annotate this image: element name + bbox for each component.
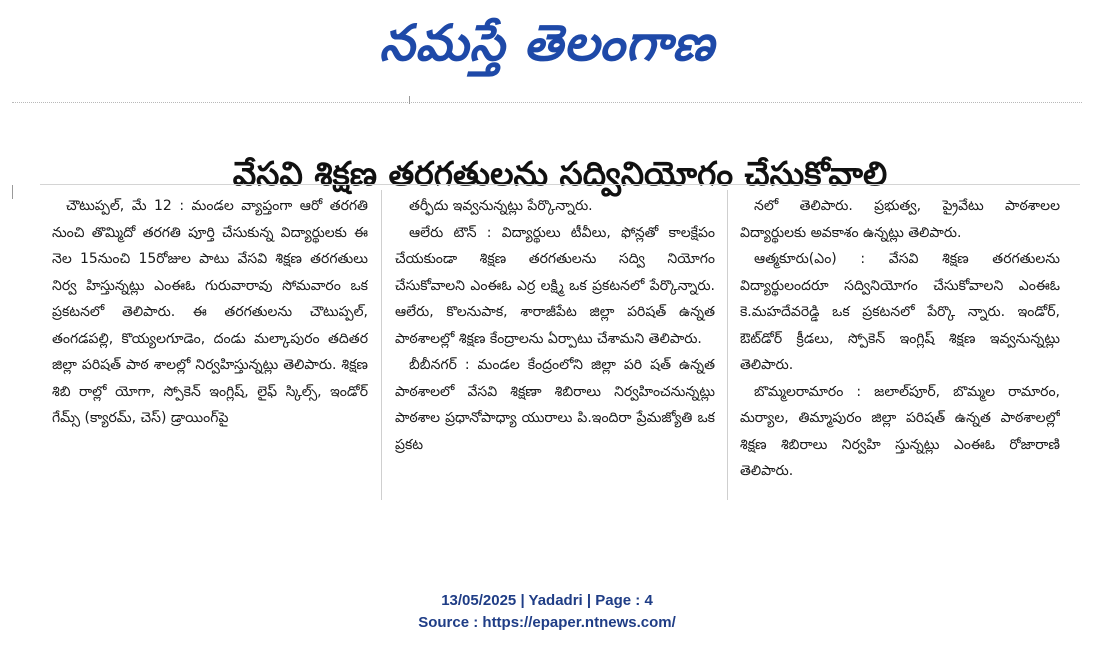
footer-date-edition: 13/05/2025 | Yadadri | Page : 4	[441, 592, 653, 609]
article-paragraph: ఆత్మకూరు(ఎం) : వేసవి శిక్షణ తరగతులను విద్యార్థులందరూ సద్వినియోగం చేసుకోవాలని ఎంఈఓ కె.మహదేవరెడ్డి ఒక ప్రకటనలో పేర్కొ న్నారు. ఇండోర్, ఔట్‌డోర్ క్రీడలు, స్పోకెన్ ఇంగ్లిష్ శిక్షణ ఇవ్వనున్నట్లు తెలిపారు.	[740, 251, 1060, 373]
tick-mark	[409, 96, 410, 104]
article-column-3	[740, 193, 1060, 498]
article-paragraph: బీబీనగర్ : మండల కేంద్రంలోని జిల్లా పరి షత్ ఉన్నత పాఠశాలలో వేసవి శిక్షణా శిబిరాలు నిర్వహించనున్నట్లు పాఠశాల ప్రధానోపాధ్యా యురాలు పి.ఇందిరా ప్రేమజ్యోతి ఒక ప్రకట	[395, 357, 715, 453]
headline-rule	[40, 184, 1080, 185]
article-paragraph: తర్ఫీదు ఇవ్వనున్నట్లు పేర్కొన్నారు.	[409, 198, 593, 214]
article-paragraph: చౌటుప్పల్, మే 12 : మండల వ్యాప్తంగా ఆరో తరగతి నుంచి తొమ్మిదో తరగతి పూర్తి చేసుకున్న విద్యార్థులకు ఈ నెల 15నుంచి 15రోజుల పాటు వేసవి శిక్షణ తరగతులు నిర్వ హిస్తున్నట్లు ఎంఈఓ గురువారావు సోమవారం ఒక ప్రకటనలో తెలిపారు. ఈ తరగతులను చౌటుప్పల్, తంగడపల్లి, కొయ్యలగూడెం, దండు మల్కాపురం తదితర జిల్లా పరిషత్ పాఠ శాలల్లో నిర్వహిస్తున్నట్లు తెలిపారు. శిక్షణ శిబి రాల్లో యోగా, స్పోకెన్ ఇంగ్లిష్, లైఫ్ స్కిల్స్, ఇండోర్ గేమ్స్ (క్యారమ్, చెస్) డ్రాయింగ్‌పై	[52, 198, 368, 426]
tick-mark	[12, 185, 13, 199]
article-column-1	[52, 193, 368, 498]
column-divider	[381, 190, 382, 500]
article-paragraph: ఆలేరు టౌన్ : విద్యార్థులు టీవీలు, ఫోన్లతో కాలక్షేపం చేయకుండా శిక్షణ తరగతులను సద్వి నియోగం చేసుకోవాలని ఎంఈఓ ఎర్ర లక్ష్మి ఒక ప్రకటనలో పేర్కొన్నారు. ఆలేరు, కొలనుపాక, శారాజీపేట జిల్లా పరిషత్ ఉన్నత పాఠశాలల్లో శిక్షణ కేంద్రాలను ఏర్పాటు చేశామని తెలిపారు.	[395, 224, 715, 347]
footer-source: Source : https://epaper.ntnews.com/	[418, 614, 676, 631]
article-column-2	[395, 193, 715, 498]
article-paragraph: నలో తెలిపారు. ప్రభుత్వ, ప్రైవేటు పాఠశాలల విద్యార్థులకు అవకాశం ఉన్నట్లు తెలిపారు.	[740, 198, 1060, 241]
masthead-logo	[0, 8, 1094, 78]
masthead-title: నమస్తే తెలంగాణ	[379, 14, 715, 72]
article-headline: వేసవి శిక్షణ తరగతులను సద్వినియోగం చేసుకోవాలి	[232, 154, 888, 194]
column-divider	[727, 190, 728, 500]
article-paragraph: బొమ్మలరామారం : జలాల్‌పూర్, బొమ్మల రామారం, మర్యాల, తిమ్మాపురం జిల్లా పరిషత్ ఉన్నత పాఠశాలల్లో శిక్షణ శిబిరాలు నిర్వహి స్తున్నట్లు ఎంఈఓ రోజారాణి తెలిపారు.	[740, 383, 1060, 479]
top-rule	[12, 102, 1082, 103]
